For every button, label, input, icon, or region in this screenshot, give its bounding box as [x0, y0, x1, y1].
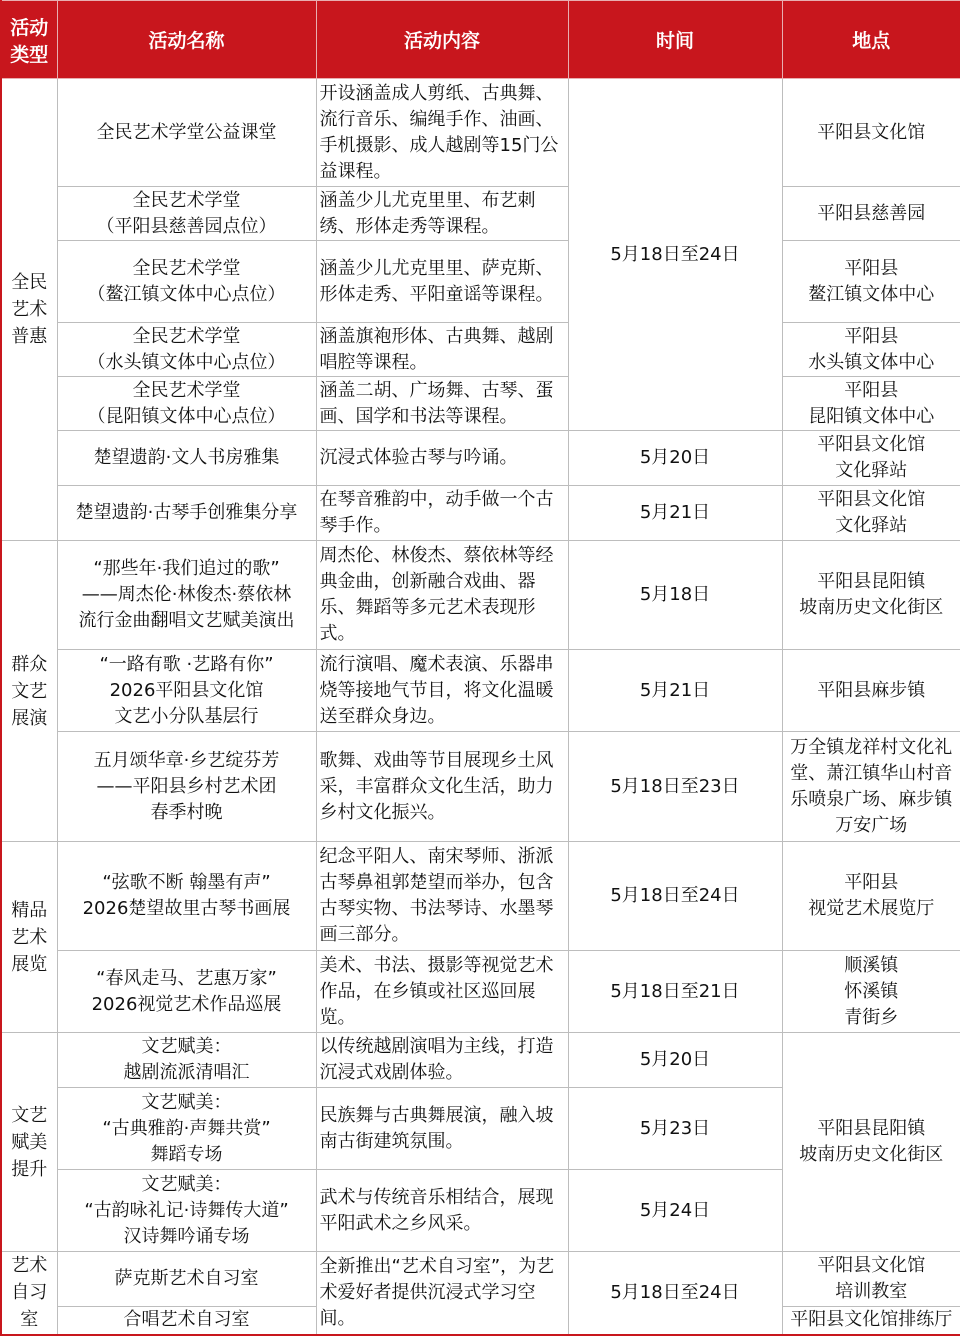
activity-name: “弦歌不断 翰墨有声” — [102, 872, 271, 893]
activity-name: （鳌江镇文体中心点位） — [87, 283, 286, 305]
activity-content: 沉浸式体验古琴与吟诵。 — [316, 431, 568, 486]
activity-place-cell — [782, 1033, 960, 1252]
activity-place: 平阳县 — [844, 325, 899, 347]
activity-content: 民族舞与古典舞展演，融入坡南古街建筑氛围。 — [316, 1088, 568, 1170]
activity-name-cell — [57, 241, 316, 323]
activity-place-cell — [782, 241, 960, 323]
activity-content: 涵盖少儿尤克里里、萨克斯、形体走秀、平阳童谣等课程。 — [316, 241, 568, 323]
activity-place-cell — [782, 377, 960, 431]
activity-name: 楚望遗韵·文人书房雅集 — [93, 447, 280, 468]
table-row — [1, 732, 960, 842]
activity-name: 全民艺术学堂 — [132, 379, 241, 401]
activity-place: 培训教室 — [835, 1281, 908, 1302]
type-text: 赋美 — [11, 1131, 48, 1153]
activity-name: 2026楚望故里古琴书画展 — [82, 898, 291, 919]
activity-name-cell — [57, 1307, 316, 1335]
activity-place: 坡南历史文化街区 — [799, 1144, 944, 1165]
activity-name-cell — [57, 377, 316, 431]
activity-name-cell — [57, 541, 316, 650]
activity-name-cell — [57, 187, 316, 241]
activity-place: 坡南历史文化街区 — [799, 597, 944, 618]
type-text: 全民 — [11, 272, 48, 293]
header-row — [1, 1, 960, 79]
activity-content: 武术与传统音乐相结合，展现平阳武术之乡风采。 — [316, 1170, 568, 1252]
activity-name: 全民艺术学堂 — [132, 325, 241, 347]
table-row — [1, 842, 960, 951]
activity-place-cell — [782, 541, 960, 650]
activity-place: 平阳县慈善园 — [817, 202, 926, 224]
activity-place-cell — [782, 187, 960, 241]
activity-name: ——周杰伦·林俊杰·蔡依林 — [81, 584, 292, 605]
activity-content: 在琴音雅韵中，动手做一个古琴手作。 — [316, 486, 568, 541]
activity-name-cell — [57, 1088, 316, 1170]
activity-place: 昆阳镇文体中心 — [808, 405, 935, 427]
activity-name: 全民艺术学堂公益课堂 — [96, 121, 277, 143]
activity-name: 2026视觉艺术作品巡展 — [91, 993, 282, 1015]
activity-name-cell — [57, 650, 316, 732]
activity-name: 文艺赋美： — [141, 1036, 232, 1057]
activity-place: 平阳县文化馆 — [817, 1255, 926, 1276]
activity-time: 5月20日 — [568, 431, 782, 486]
activity-place: 平阳县 — [844, 257, 899, 279]
activity-content: 周杰伦、林俊杰、蔡依林等经典金曲，创新融合戏曲、器乐、舞蹈等多元艺术表现形式。 — [316, 541, 568, 650]
activity-time: 5月21日 — [568, 650, 782, 732]
table-row — [1, 650, 960, 732]
activity-content: 开设涵盖成人剪纸、古典舞、流行音乐、编绳手作、油画、手机摄影、成人越剧等15门公益课程。 — [316, 79, 568, 187]
activity-name: 春季村晚 — [150, 801, 223, 823]
activity-name-cell — [57, 951, 316, 1033]
table-row — [1, 951, 960, 1033]
activity-place: 平阳县昆阳镇 — [817, 1118, 926, 1139]
activity-place: 文化驿站 — [835, 515, 908, 536]
activity-name: “古韵咏礼记·诗舞传大道” — [84, 1199, 289, 1221]
activity-place: 文化驿站 — [835, 460, 908, 481]
header-content: 活动内容 — [316, 1, 568, 79]
activity-name: 合唱艺术自习室 — [123, 1309, 250, 1331]
table-row — [1, 323, 960, 377]
activity-content: 歌舞、戏曲等节目展现乡土风采，丰富群众文化生活，助力乡村文化振兴。 — [316, 732, 568, 842]
activity-content: 流行演唱、魔术表演、乐器串烧等接地气节目，将文化温暖送至群众身边。 — [316, 650, 568, 732]
activity-place: 平阳县文化馆 — [817, 121, 926, 143]
activity-name: 文艺小分队基层行 — [114, 705, 259, 727]
activity-name: “一路有歌 ·艺路有你” — [99, 653, 274, 675]
type-cell-art-study-room — [1, 1252, 57, 1335]
header-type-l1: 活动 — [10, 16, 49, 39]
activity-name: ——平阳县乡村艺术团 — [96, 775, 277, 797]
activity-place-cell — [782, 842, 960, 951]
type-text: 艺术 — [11, 926, 48, 948]
activity-place: 平阳县昆阳镇 — [817, 571, 926, 592]
activity-name-cell — [57, 323, 316, 377]
activity-name: 全民艺术学堂 — [132, 257, 241, 279]
type-text: 自习 — [11, 1282, 48, 1304]
activity-name-cell — [57, 486, 316, 541]
type-text: 展览 — [11, 953, 48, 975]
table-row — [1, 241, 960, 323]
type-text: 艺术 — [11, 1255, 48, 1277]
activity-name: 五月颂华章·乡艺绽芬芳 — [93, 749, 280, 771]
activity-place: 视觉艺术展览厅 — [808, 898, 935, 919]
type-cell-art-upgrade — [1, 1033, 57, 1252]
activity-place-cell — [782, 323, 960, 377]
activity-place: 鳌江镇文体中心 — [808, 283, 935, 305]
activity-name: （平阳县慈善园点位） — [96, 215, 277, 237]
activity-place: 万全镇龙祥村文化礼堂、萧江镇华山村音乐喷泉广场、麻步镇万安广场 — [782, 732, 960, 842]
header-time: 时间 — [568, 1, 782, 79]
activity-place-cell — [782, 79, 960, 187]
activity-place: 水头镇文体中心 — [808, 351, 935, 373]
activity-content: 纪念平阳人、南宋琴师、浙派古琴鼻祖郭楚望而举办，包含古琴实物、书法琴诗、水墨琴画三部分。 — [316, 842, 568, 951]
type-text: 群众 — [11, 653, 48, 675]
activity-content: 以传统越剧演唱为主线，打造沉浸式戏剧体验。 — [316, 1033, 568, 1088]
activity-name: 楚望遗韵·古琴手创雅集分享 — [75, 502, 298, 523]
type-cell-art-exhibition — [1, 842, 57, 1033]
activity-name-cell — [57, 1033, 316, 1088]
table-row — [1, 431, 960, 486]
activity-place: 怀溪镇 — [844, 980, 899, 1002]
activity-place-cell — [782, 951, 960, 1033]
header-place: 地点 — [782, 1, 960, 79]
activity-time: 5月24日 — [568, 1170, 782, 1252]
activity-time: 5月18日至24日 — [568, 1252, 782, 1335]
activity-place: 平阳县 — [844, 872, 899, 893]
activity-name: “春风走马、艺惠万家” — [96, 967, 277, 989]
activity-name: “古典雅韵·声舞共赏” — [102, 1117, 271, 1139]
activity-place: 平阳县文化馆 — [817, 434, 926, 455]
activity-place: 平阳县文化馆排练厅 — [790, 1309, 953, 1331]
type-text: 精品 — [11, 899, 48, 921]
activity-place: 平阳县麻步镇 — [817, 679, 926, 701]
type-text: 文艺 — [11, 680, 48, 702]
activity-content: 美术、书法、摄影等视觉艺术作品，在乡镇或社区巡回展览。 — [316, 951, 568, 1033]
activity-name: （水头镇文体中心点位） — [87, 351, 286, 373]
activity-name: “那些年·我们追过的歌” — [93, 558, 280, 579]
activity-place-cell — [782, 650, 960, 732]
activity-time: 5月18日至21日 — [568, 951, 782, 1033]
activity-name: （昆阳镇文体中心点位） — [87, 405, 286, 427]
activity-place-cell — [782, 431, 960, 486]
activity-time: 5月18日 — [568, 541, 782, 650]
type-text: 艺术 — [11, 299, 48, 320]
activity-time: 5月23日 — [568, 1088, 782, 1170]
type-text: 展演 — [11, 707, 48, 729]
activity-name-cell — [57, 431, 316, 486]
activity-name: 文艺赋美： — [141, 1091, 232, 1113]
activity-name: 全民艺术学堂 — [132, 189, 241, 211]
activity-time: 5月18日至24日 — [568, 842, 782, 951]
activity-name-cell — [57, 1170, 316, 1252]
header-type-l2: 类型 — [10, 43, 49, 66]
activity-name: 萨克斯艺术自习室 — [114, 1268, 259, 1289]
activity-name: 2026平阳县文化馆 — [109, 679, 264, 701]
activity-place-cell — [782, 1252, 960, 1307]
type-text: 普惠 — [11, 326, 48, 347]
activity-place: 顺溪镇 — [844, 954, 899, 976]
activity-place: 青街乡 — [844, 1006, 899, 1028]
activity-time: 5月18日至23日 — [568, 732, 782, 842]
activity-place-cell — [782, 1307, 960, 1335]
type-cell-mass-performance — [1, 541, 57, 842]
activity-name: 舞蹈专场 — [150, 1143, 223, 1165]
table-row — [1, 486, 960, 541]
activity-name: 文艺赋美： — [141, 1173, 232, 1195]
activity-time: 5月21日 — [568, 486, 782, 541]
header-name: 活动名称 — [57, 1, 316, 79]
activity-time: 5月18日至24日 — [568, 79, 782, 431]
activity-place: 平阳县文化馆 — [817, 489, 926, 510]
activity-name: 流行金曲翻唱文艺赋美演出 — [78, 610, 295, 631]
activity-place-cell — [782, 486, 960, 541]
activity-time: 5月20日 — [568, 1033, 782, 1088]
activity-content: 涵盖旗袍形体、古典舞、越剧唱腔等课程。 — [316, 323, 568, 377]
table-row — [1, 1033, 960, 1088]
activity-content: 涵盖二胡、广场舞、古琴、蛋画、国学和书法等课程。 — [316, 377, 568, 431]
activity-content: 涵盖少儿尤克里里、布艺刺绣、形体走秀等课程。 — [316, 187, 568, 241]
table-row — [1, 79, 960, 187]
activity-name: 汉诗舞吟诵专场 — [123, 1225, 250, 1247]
table-row — [1, 1252, 960, 1307]
table-row — [1, 541, 960, 650]
type-text: 文艺 — [11, 1104, 48, 1126]
activity-name-cell — [57, 79, 316, 187]
table-row — [1, 187, 960, 241]
header-type — [1, 1, 57, 79]
activity-name: 越剧流派清唱汇 — [123, 1062, 250, 1083]
activity-content: 全新推出“艺术自习室”，为艺术爱好者提供沉浸式学习空间。 — [316, 1252, 568, 1335]
activity-place: 平阳县 — [844, 379, 899, 401]
type-cell-art-benefit — [1, 79, 57, 541]
activity-name-cell — [57, 842, 316, 951]
type-text: 室 — [20, 1309, 39, 1331]
activity-name-cell — [57, 1252, 316, 1307]
type-text: 提升 — [11, 1158, 48, 1180]
activity-name-cell — [57, 732, 316, 842]
table-row — [1, 377, 960, 431]
